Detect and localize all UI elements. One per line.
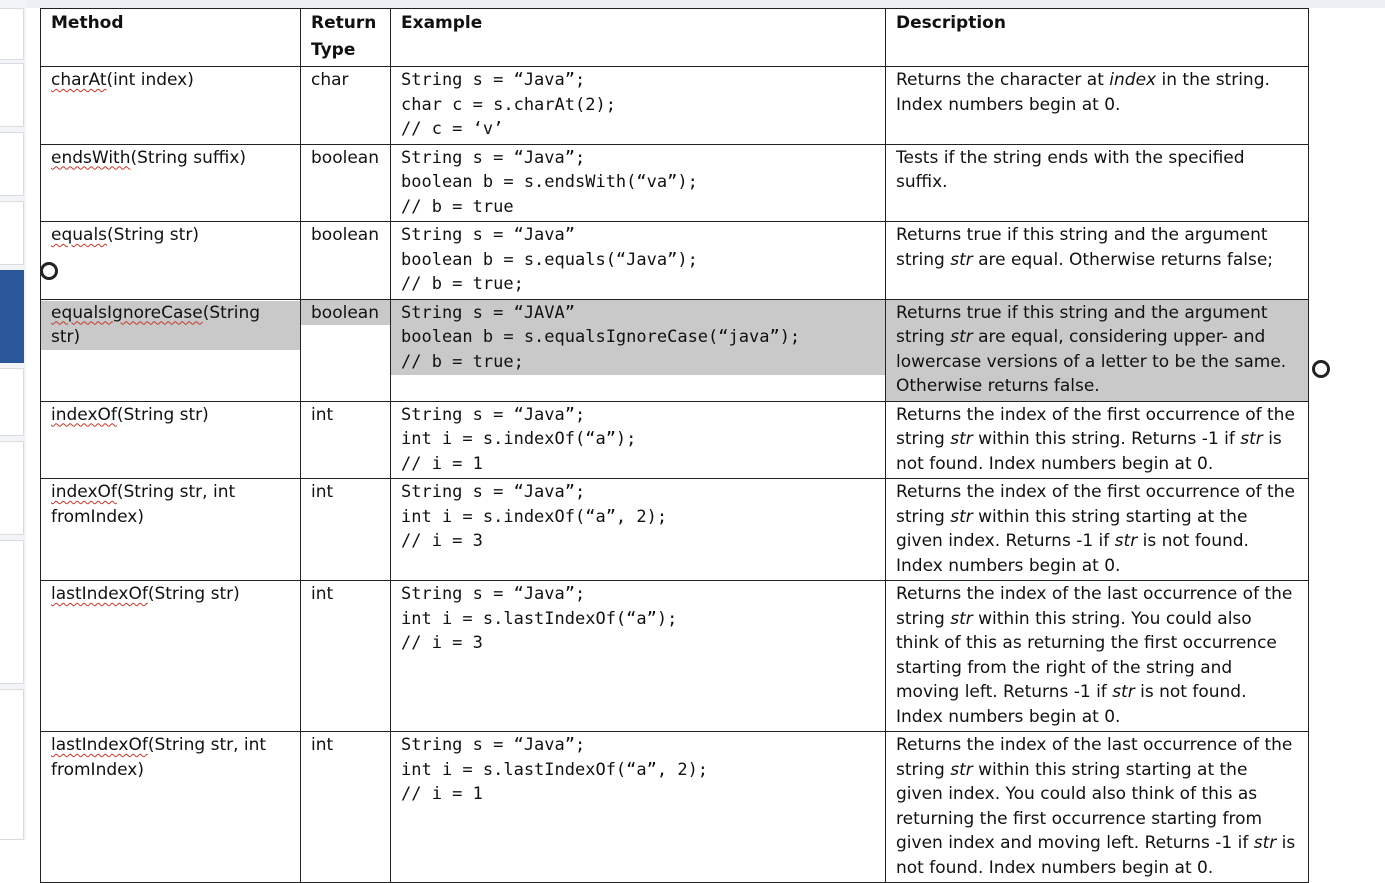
description-text: are equal. Otherwise returns false; (972, 249, 1274, 270)
table-row[interactable] (41, 222, 1309, 300)
example-cell[interactable] (391, 401, 886, 479)
code-line: int i = s.indexOf(“a”, 2); (401, 506, 668, 527)
description-cell[interactable] (886, 732, 1309, 883)
description-text: is not found. Index numbers begin at 0. (896, 833, 1296, 878)
method-signature (41, 301, 300, 350)
return-type-cell[interactable] (301, 732, 391, 883)
code-line: // i = 1 (401, 453, 483, 474)
header-description: Description (886, 9, 1309, 67)
top-toolbar-edge (0, 0, 1385, 8)
description-param: str (1240, 429, 1263, 449)
selection-start-handle-icon[interactable] (40, 262, 58, 280)
return-type: boolean (311, 225, 379, 245)
description-text: Returns the index of the last occurrence of the string (896, 584, 1293, 629)
return-type: int (311, 735, 334, 755)
example-cell[interactable] (391, 581, 886, 732)
table-row[interactable] (41, 581, 1309, 732)
method-signature (51, 225, 199, 245)
description-param: str (950, 608, 973, 629)
description-cell[interactable] (886, 479, 1309, 581)
method-params: (String str) (51, 302, 261, 347)
table-row[interactable] (41, 479, 1309, 581)
description-text: within this string starting at the given index. You could also think of this as returning the first occurrence starting from given index and moving left. Returns -1 if (896, 759, 1263, 853)
table-header-row (41, 9, 1309, 67)
code-line: boolean b = s.endsWith(“va”); (401, 172, 698, 192)
description-text: Returns the index of the first occurrence of the string (896, 404, 1295, 449)
example-cell[interactable] (391, 732, 886, 883)
method-cell[interactable] (41, 144, 301, 222)
selection-end-handle-icon[interactable] (1312, 360, 1330, 378)
code-line: boolean b = s.equals(“Java”); (401, 249, 698, 270)
header-return-type: Return Type (301, 9, 391, 67)
code-block (401, 223, 875, 297)
method-signature (51, 735, 266, 780)
page-thumbnail[interactable] (0, 441, 24, 535)
method-cell[interactable] (41, 479, 301, 581)
navigation-pane-strip (0, 0, 26, 840)
code-block (391, 300, 886, 376)
method-params: (String str, int fromIndex) (51, 735, 267, 780)
code-block (401, 480, 875, 554)
method-name: lastIndexOf (51, 584, 148, 604)
description-text: Returns the index of the first occurrence of the string (896, 482, 1295, 527)
code-line: String s = “Java”; (401, 735, 586, 755)
example-cell[interactable] (391, 479, 886, 581)
description-text: Returns the index of the last occurrence of the string (896, 735, 1293, 780)
description-cell[interactable] (886, 299, 1309, 401)
page-thumbnail[interactable] (0, 201, 24, 265)
code-line: // c = ‘v’ (401, 119, 504, 139)
method-cell[interactable] (41, 222, 301, 300)
method-cell[interactable] (41, 299, 301, 401)
method-name: charAt (51, 70, 107, 90)
header-example: Example (391, 9, 886, 67)
return-type-cell[interactable] (301, 222, 391, 300)
description-param: str (950, 327, 973, 347)
description-param: str (1114, 531, 1138, 551)
description-cell[interactable] (886, 222, 1309, 300)
description-cell[interactable] (886, 144, 1309, 222)
example-cell[interactable] (391, 299, 886, 401)
code-line: // b = true (401, 196, 514, 217)
return-type: int (311, 482, 334, 502)
method-signature (51, 148, 246, 168)
page-thumbnail[interactable] (0, 689, 24, 840)
code-block (401, 146, 875, 220)
page-thumbnail-active[interactable] (0, 270, 24, 363)
method-cell[interactable] (41, 732, 301, 883)
method-name: equals (51, 225, 108, 245)
code-line: boolean b = s.equalsIgnoreCase(“java”); (401, 327, 801, 347)
description-text: are equal, considering upper- and lowercase versions of a letter to be the same. Otherwise returns false. (896, 327, 1287, 396)
code-line: String s = “JAVA” (401, 302, 575, 323)
method-name: equalsIgnoreCase (51, 302, 203, 323)
method-name: endsWith (51, 147, 131, 168)
method-cell[interactable] (41, 401, 301, 479)
return-type: int (311, 404, 334, 425)
table-row[interactable] (41, 299, 1309, 401)
code-block (401, 582, 875, 656)
description-text: is not found. Index numbers begin at 0. (896, 682, 1247, 727)
table-row[interactable] (41, 67, 1309, 145)
example-cell[interactable] (391, 67, 886, 145)
description-text: Returns the character at (896, 70, 1110, 90)
code-line: // b = true; (401, 351, 524, 372)
method-signature (51, 70, 194, 90)
description-text: within this string starting at the given index. Returns -1 if (896, 506, 1248, 551)
description-cell[interactable] (886, 401, 1309, 479)
code-line: String s = “Java”; (401, 70, 586, 90)
description-cell[interactable] (886, 67, 1309, 145)
description-param: str (950, 759, 973, 780)
document-page[interactable] (40, 8, 1309, 883)
description-param: str (1253, 833, 1277, 853)
code-block (401, 733, 875, 807)
method-params: (String str) (116, 404, 209, 425)
description-cell[interactable] (886, 581, 1309, 732)
code-line: int i = s.indexOf(“a”); (401, 429, 637, 449)
description-text: Tests if the string ends with the specified suffix. (896, 147, 1245, 192)
description-text: is not found. Index numbers begin at 0. (896, 531, 1249, 576)
description-text: Returns true if this string and the argument string (896, 302, 1268, 347)
method-params: (int index) (106, 70, 194, 90)
method-cell[interactable] (41, 581, 301, 732)
code-line: String s = “Java”; (401, 482, 586, 502)
code-block (401, 403, 875, 477)
description-text: is not found. Index numbers begin at 0. (896, 429, 1282, 474)
description-param: str (1112, 682, 1135, 702)
method-signature (51, 405, 209, 425)
header-method: Method (41, 9, 301, 67)
code-line: // b = true; (401, 274, 524, 294)
return-type: int (311, 584, 334, 604)
return-type-cell[interactable] (301, 67, 391, 145)
return-type-cell[interactable] (301, 299, 391, 401)
method-signature (51, 584, 240, 604)
method-signature (51, 482, 235, 527)
code-line: int i = s.lastIndexOf(“a”, 2); (401, 759, 709, 780)
method-cell[interactable] (41, 67, 301, 145)
method-params: (String str, int fromIndex) (51, 482, 236, 527)
return-type-cell[interactable] (301, 144, 391, 222)
table-row[interactable] (41, 732, 1309, 883)
return-type: char (311, 70, 349, 90)
return-type: boolean (301, 300, 390, 325)
code-line: char c = s.charAt(2); (401, 94, 616, 115)
description-param: index (1109, 70, 1157, 90)
return-type-cell[interactable] (301, 479, 391, 581)
page-thumbnail[interactable] (0, 368, 24, 436)
description-text: Returns true if this string and the argument string (896, 225, 1268, 270)
code-line: String s = “Java”; (401, 147, 586, 168)
code-line: // i = 1 (401, 784, 483, 804)
method-params: (String str) (107, 225, 199, 245)
code-line: // i = 3 (401, 531, 483, 551)
description-text: within this string. Returns -1 if (972, 429, 1241, 449)
code-line: // i = 3 (401, 633, 483, 653)
return-type-cell[interactable] (301, 581, 391, 732)
return-type: boolean (311, 147, 379, 168)
string-methods-table[interactable] (40, 8, 1309, 883)
code-line: String s = “Java”; (401, 404, 586, 425)
page-thumbnail[interactable] (0, 540, 24, 684)
method-name: indexOf (51, 482, 117, 502)
description-text: within this string. You could also think of this as returning the first occurrence starting from the right of the string and moving left. Returns -1 if (896, 608, 1277, 702)
code-line: String s = “Java”; (401, 584, 586, 604)
table-row[interactable] (41, 401, 1309, 479)
method-name: indexOf (51, 404, 117, 425)
description-text: in the string. Index numbers begin at 0. (896, 70, 1270, 115)
example-cell[interactable] (391, 222, 886, 300)
return-type-cell[interactable] (301, 401, 391, 479)
description-param: str (950, 249, 973, 270)
code-block (401, 68, 875, 142)
description-param: str (950, 506, 973, 527)
example-cell[interactable] (391, 144, 886, 222)
method-name: lastIndexOf (51, 735, 148, 755)
code-line: String s = “Java” (401, 225, 575, 245)
method-params: (String str) (147, 584, 240, 604)
table-row[interactable] (41, 144, 1309, 222)
page-thumbnail[interactable] (0, 8, 24, 60)
page-thumbnail[interactable] (0, 132, 24, 196)
method-params: (String suffix) (130, 147, 247, 168)
description-param: str (950, 429, 973, 449)
code-line: int i = s.lastIndexOf(“a”); (401, 608, 678, 629)
page-thumbnail[interactable] (0, 63, 24, 127)
